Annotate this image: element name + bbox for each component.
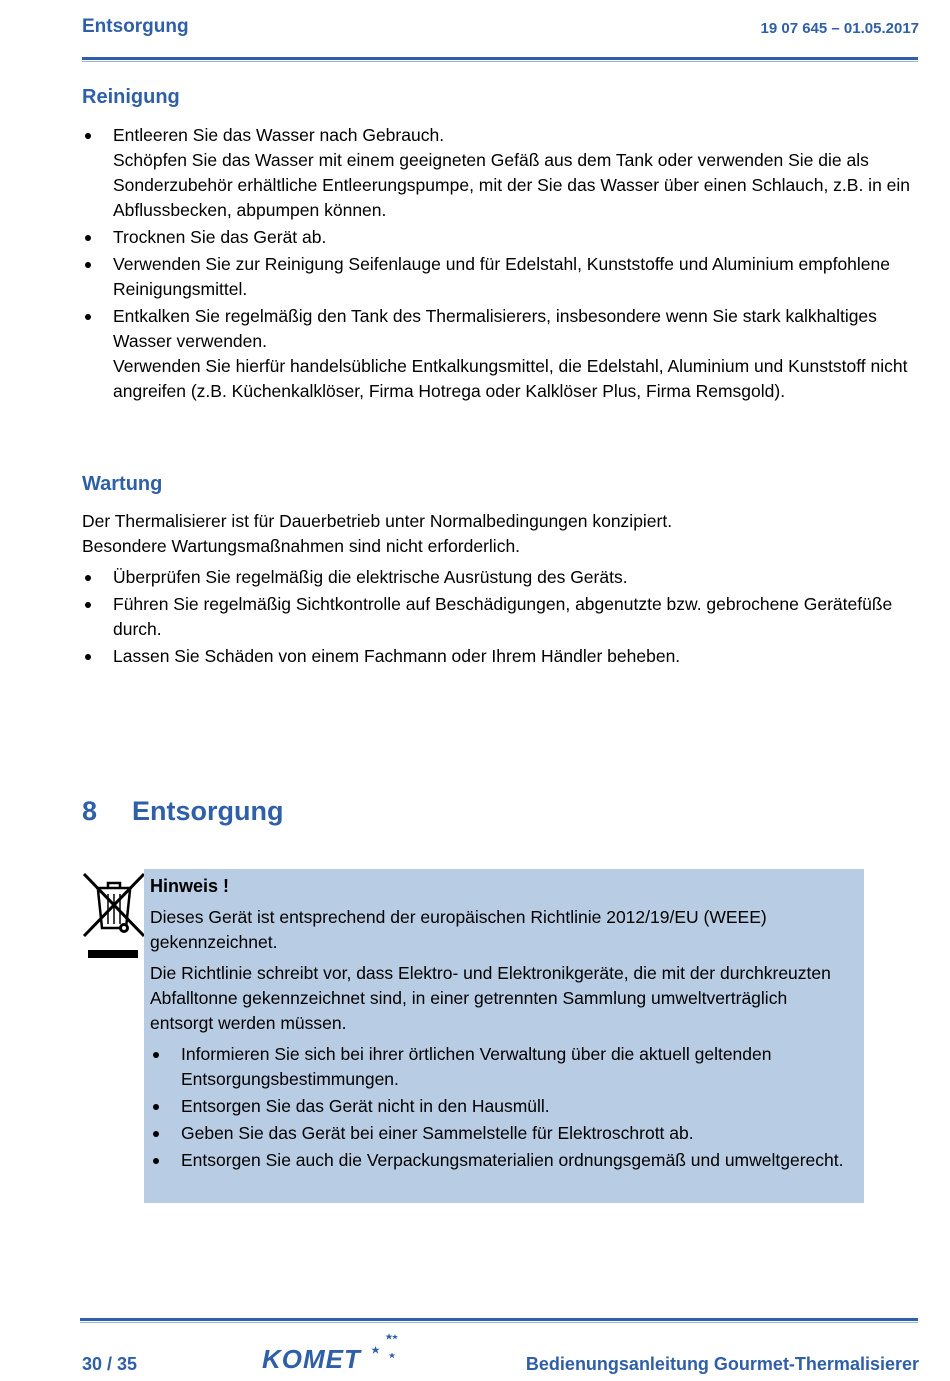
list-item: Lassen Sie Schäden von einem Fachmann oder Ihrem Händler beheben. xyxy=(82,644,922,669)
list-item: Überprüfen Sie regelmäßig die elektrische Ausrüstung des Geräts. xyxy=(82,565,922,590)
chapter-number: 8 xyxy=(82,796,98,826)
reinigung-section xyxy=(82,123,922,406)
notice-paragraph-2: Die Richtlinie schreibt vor, dass Elektro- und Elektronikgeräte, die mit der durchkreuzten Abfalltonne gekennzeichnet sind, in einer getrennten Sammlung umweltverträglich entsorgt werden müssen. xyxy=(150,963,831,1033)
list-item-text: Trocknen Sie das Gerät ab. xyxy=(113,227,327,247)
notice-content xyxy=(150,874,850,1175)
footer-divider-thin xyxy=(80,1322,918,1323)
list-item: Informieren Sie sich bei ihrer örtlichen Verwaltung über die aktuell geltenden Entsorgungsbestimmungen. xyxy=(150,1042,850,1092)
reinigung-heading: Reinigung xyxy=(82,86,180,108)
wartung-heading: Wartung xyxy=(82,473,163,495)
list-item-text: Verwenden Sie zur Reinigung Seifenlauge und für Edelstahl, Kunststoffe und Aluminium empfohlene Reinigungsmittel. xyxy=(113,254,890,299)
notice-list xyxy=(150,1042,850,1173)
list-item-text: Schöpfen Sie das Wasser mit einem geeigneten Gefäß aus dem Tank oder verwenden Sie die als Sonderzubehör erhältliche Entleerungspumpe, mit der Sie das Wasser über einen Schlauch, z.B. in ein Abflussbecken, abpumpen können. xyxy=(113,150,911,220)
chapter-title: Entsorgung xyxy=(132,796,284,826)
header-section-title: Entsorgung xyxy=(82,16,189,37)
reinigung-list xyxy=(82,123,922,404)
footer-doc-title: Bedienungsanleitung Gourmet-Thermalisierer xyxy=(525,1354,919,1374)
notice-box xyxy=(144,869,864,1203)
list-item-text: Entleeren Sie das Wasser nach Gebrauch. xyxy=(113,125,445,145)
wartung-list xyxy=(82,565,922,669)
list-item: Führen Sie regelmäßig Sichtkontrolle auf Beschädigungen, abgenutzte bzw. gebrochene Gerätefüße durch. xyxy=(82,592,922,642)
list-item-text: Entkalken Sie regelmäßig den Tank des Thermalisierers, insbesondere wenn Sie stark kalkhaltiges Wasser verwenden. xyxy=(113,306,877,351)
header-doc-ref: 19 07 645 – 01.05.2017 xyxy=(760,20,919,37)
notice-title: Hinweis ! xyxy=(150,876,230,896)
list-item: Geben Sie das Gerät bei einer Sammelstelle für Elektroschrott ab. xyxy=(150,1121,850,1146)
komet-logo xyxy=(260,1332,400,1376)
list-item: Entsorgen Sie auch die Verpackungsmaterialien ordnungsgemäß und umweltgerecht. xyxy=(150,1148,850,1173)
logo-text: KOMET xyxy=(262,1344,361,1374)
wartung-intro-2: Besondere Wartungsmaßnahmen sind nicht erforderlich. xyxy=(82,536,521,556)
notice-paragraph-1: Dieses Gerät ist entsprechend der europäischen Richtlinie 2012/19/EU (WEEE) gekennzeichnet. xyxy=(150,907,767,952)
list-item xyxy=(82,252,922,302)
list-item xyxy=(82,225,922,250)
wartung-intro-1: Der Thermalisierer ist für Dauerbetrieb unter Normalbedingungen konzipiert. xyxy=(82,511,673,531)
footer-divider xyxy=(80,1318,918,1321)
header-divider xyxy=(82,57,918,60)
list-item xyxy=(82,123,922,223)
weee-crossed-bin-icon xyxy=(82,872,146,962)
wartung-section xyxy=(82,509,922,671)
list-item xyxy=(82,304,922,404)
list-item-text: Verwenden Sie hierfür handelsübliche Entkalkungsmittel, die Edelstahl, Aluminium und Kunststoff nicht angreifen (z.B. Küchenkalklöser, Firma Hotrega oder Kalklöser Plus, Firma Remsgold). xyxy=(113,356,908,401)
page-number: 30 / 35 xyxy=(82,1354,138,1374)
list-item: Entsorgen Sie das Gerät nicht in den Hausmüll. xyxy=(150,1094,850,1119)
header-divider-thin xyxy=(82,61,918,62)
